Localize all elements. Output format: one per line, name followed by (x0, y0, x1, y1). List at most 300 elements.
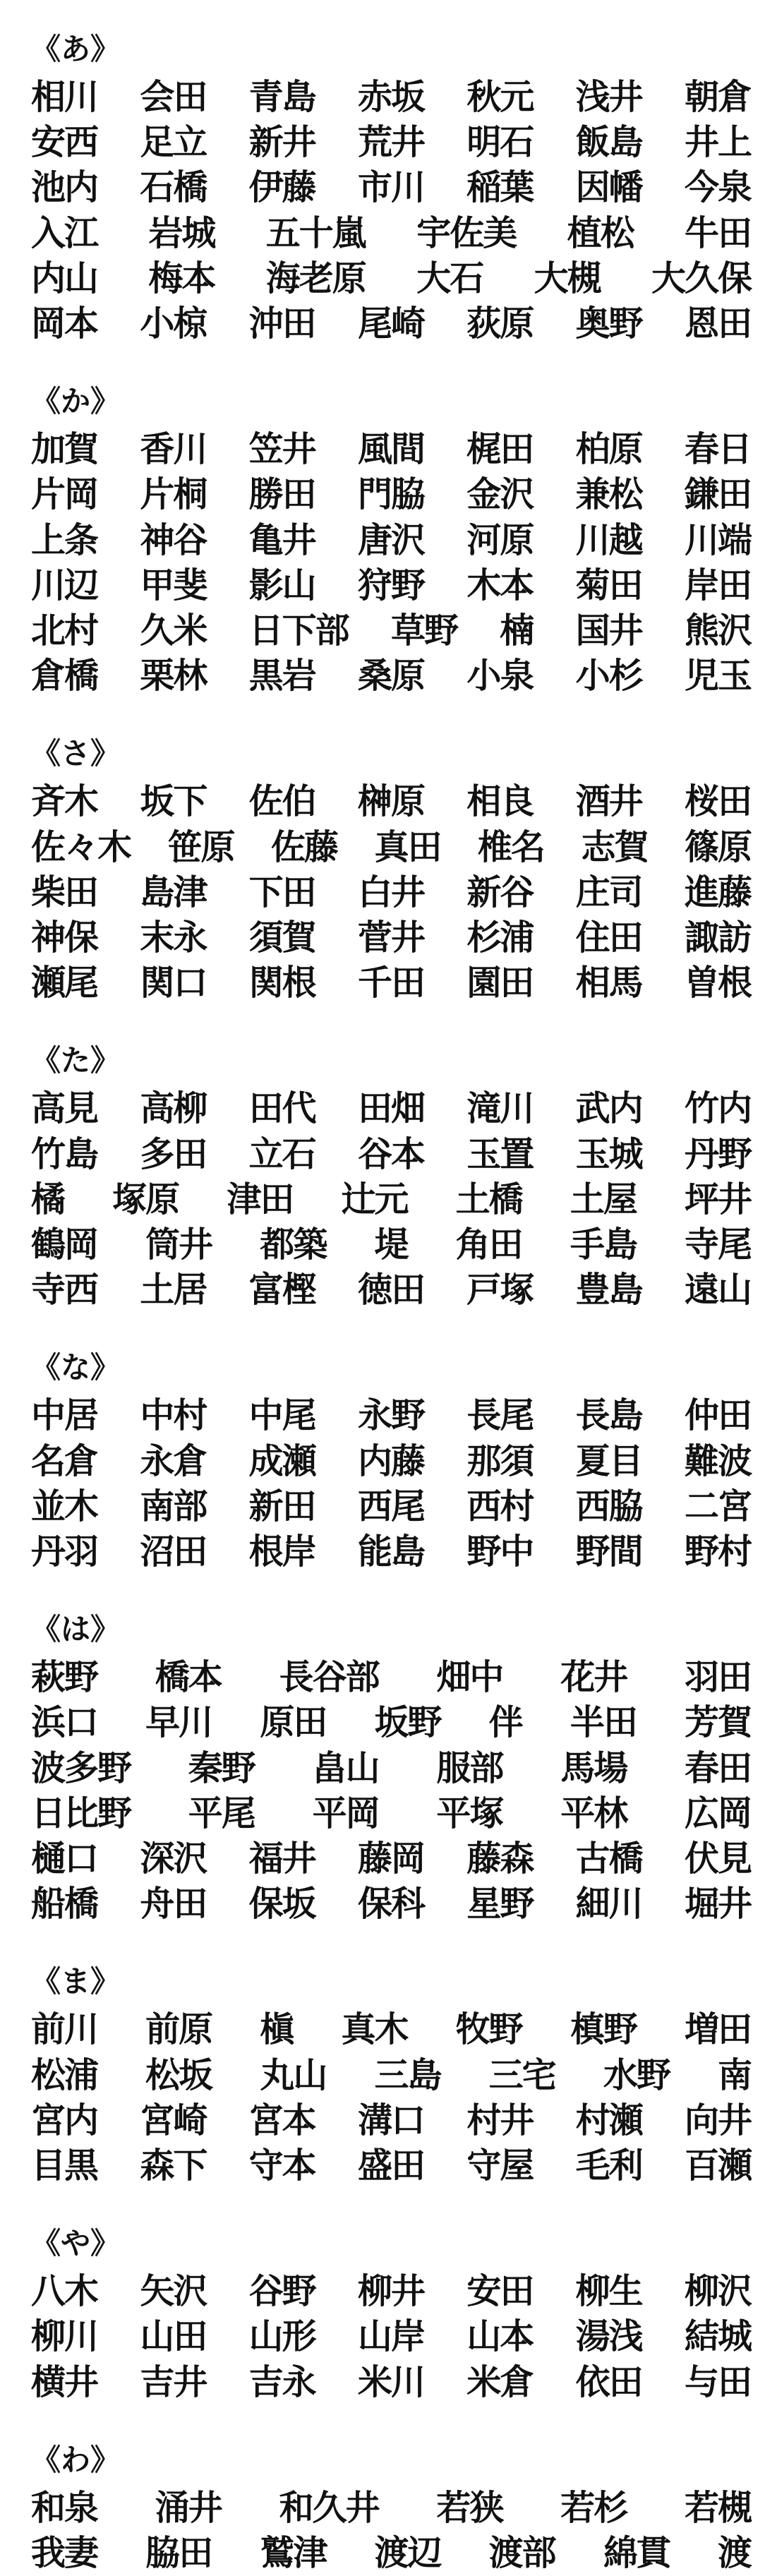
surname: 竹内 (684, 1088, 751, 1129)
surname: 足立 (140, 121, 207, 163)
surname: 福井 (248, 1838, 315, 1879)
surname: 南部 (140, 1485, 207, 1527)
surname: 伊藤 (248, 167, 315, 208)
surname: 内山 (31, 257, 98, 299)
surname: 安西 (31, 121, 98, 163)
surname: 奥野 (575, 303, 642, 344)
surname: 鎌田 (684, 474, 751, 515)
surname: 明石 (466, 121, 534, 163)
surname: 青島 (248, 76, 315, 117)
surname-row (31, 2142, 751, 2189)
surname: 結城 (684, 2316, 751, 2357)
surname: 若槻 (684, 2486, 751, 2528)
section-heading: 《や》 (31, 2226, 121, 2261)
surname: 並木 (31, 1485, 98, 1527)
surname-row (31, 869, 751, 915)
surname: 百瀬 (684, 2145, 751, 2186)
surname: 宮崎 (140, 2099, 207, 2141)
surname: 成瀬 (248, 1440, 315, 1481)
surname: 新谷 (466, 871, 534, 913)
surname: 伴 (488, 1702, 522, 1743)
surname: 谷野 (248, 2270, 315, 2312)
surname: 牛田 (684, 212, 751, 253)
surname-row (31, 1835, 751, 1882)
surname: 瀬尾 (31, 962, 98, 1004)
surname: 秋元 (466, 76, 534, 117)
surname: 植松 (567, 212, 634, 253)
surname: 湯浅 (575, 2316, 642, 2357)
surname: 大槻 (534, 257, 601, 299)
surname: 秦野 (188, 1747, 255, 1788)
surname-row (31, 73, 751, 120)
surname: 児玉 (684, 655, 751, 697)
surname: 荻原 (466, 303, 534, 344)
surname: 田畑 (357, 1088, 424, 1129)
surname: 宮本 (248, 2099, 315, 2141)
surname: 杉浦 (466, 917, 534, 958)
surname: 土屋 (570, 1178, 637, 1220)
surname-row (31, 914, 751, 961)
surname: 沼田 (140, 1531, 207, 1572)
surname: 熊沢 (684, 610, 751, 651)
surname: 北村 (31, 610, 98, 651)
surname: 萩野 (31, 1656, 98, 1698)
surname: 千田 (357, 962, 424, 1004)
surname: 門脇 (357, 474, 424, 515)
surname-row (31, 1699, 751, 1745)
surname: 鷲津 (260, 2532, 327, 2573)
surname: 曽根 (684, 962, 751, 1004)
surname: 八木 (31, 2270, 98, 2312)
surname-row (31, 2313, 751, 2359)
surname: 南 (717, 2054, 751, 2095)
surname: 新田 (248, 1485, 315, 1527)
surname: 守本 (248, 2145, 315, 2186)
surname: 野村 (684, 1531, 751, 1572)
surname: 細川 (575, 1883, 642, 1925)
surname: 佐藤 (270, 826, 337, 867)
surname: 堀井 (684, 1883, 751, 1925)
surname: 春田 (684, 1747, 751, 1788)
surname: 山岸 (357, 2316, 424, 2357)
surname: 立石 (248, 1133, 315, 1174)
section-heading: 《か》 (31, 384, 121, 419)
surname: 与田 (684, 2361, 751, 2402)
surname-row (31, 2052, 751, 2098)
surname: 島津 (140, 871, 207, 913)
section-heading: 《ま》 (31, 1964, 121, 1999)
surname: 田代 (248, 1088, 315, 1129)
surname: 五十嵐 (265, 212, 366, 253)
surname: 志賀 (581, 826, 648, 867)
surname: 脇田 (145, 2532, 212, 2573)
surname: 浅井 (575, 76, 642, 117)
surname: 畠山 (312, 1747, 379, 1788)
surname: 兼松 (575, 474, 642, 515)
surname: 吉井 (140, 2361, 207, 2402)
surname: 影山 (248, 564, 315, 606)
surname: 佐伯 (248, 781, 315, 822)
surname-row (31, 1221, 751, 1268)
surname: 和久井 (279, 2486, 379, 2528)
surname: 上条 (31, 519, 98, 560)
surname: 村瀬 (575, 2099, 642, 2141)
surname: 辻元 (341, 1178, 408, 1220)
surname: 海老原 (265, 257, 366, 299)
surname-row (31, 1266, 751, 1313)
surname-row (31, 164, 751, 210)
surname: 盛田 (357, 2145, 424, 2186)
surname: 吉永 (248, 2361, 315, 2402)
surname: 西尾 (357, 1485, 424, 1527)
surname-row (31, 824, 751, 870)
surname: 牧野 (455, 2009, 522, 2050)
surname: 因幡 (575, 167, 642, 208)
surname-row (31, 1880, 751, 1927)
surname: 二宮 (684, 1485, 751, 1527)
surname: 津田 (227, 1178, 294, 1220)
surname: 大久保 (651, 257, 751, 299)
surname: 永野 (357, 1395, 424, 1436)
surname: 菅井 (357, 917, 424, 958)
surname: 鶴岡 (31, 1224, 98, 1265)
surname: 日下部 (248, 610, 349, 651)
surname: 豊島 (575, 1269, 642, 1311)
surname: 中居 (31, 1395, 98, 1436)
surname-row (31, 255, 751, 301)
surname: 椎名 (477, 826, 544, 867)
surname: 羽田 (684, 1656, 751, 1698)
surname-row (31, 119, 751, 165)
surname: 河原 (466, 519, 534, 560)
surname: 平尾 (188, 1792, 255, 1834)
surname-row (31, 1790, 751, 1836)
surname: 矢沢 (140, 2270, 207, 2312)
surname: 溝口 (357, 2099, 424, 2141)
surname-row (31, 2268, 751, 2314)
surname: 堤 (374, 1224, 408, 1265)
surname: 片岡 (31, 474, 98, 515)
surname: 高柳 (140, 1088, 207, 1129)
surname-row (31, 2006, 751, 2052)
surname: 保坂 (248, 1883, 315, 1925)
surname: 桜田 (684, 781, 751, 822)
surname: 目黒 (31, 2145, 98, 2186)
surname: 藤森 (466, 1838, 534, 1879)
surname: 三宅 (488, 2054, 555, 2095)
surname: 桑原 (357, 655, 424, 697)
surname-row (31, 2529, 751, 2576)
surname: 早川 (145, 1702, 212, 1743)
surname: 難波 (684, 1440, 751, 1481)
surname: 玉城 (575, 1133, 642, 1174)
surname: 諏訪 (684, 917, 751, 958)
surname: 玉置 (466, 1133, 534, 1174)
surname: 坂野 (374, 1702, 441, 1743)
surname-row (31, 471, 751, 517)
surname: 武内 (575, 1088, 642, 1129)
surname: 谷本 (357, 1133, 424, 1174)
surname: 若狭 (436, 2486, 503, 2528)
surname-row (31, 1085, 751, 1131)
surname-row (31, 1176, 751, 1222)
surname: 広岡 (684, 1792, 751, 1834)
surname: 須賀 (248, 917, 315, 958)
surname: 向井 (684, 2099, 751, 2141)
surname: 古橋 (575, 1838, 642, 1879)
surname: 坂下 (140, 781, 207, 822)
surname: 那須 (466, 1440, 534, 1481)
surname: 荒井 (357, 121, 424, 163)
surname: 川辺 (31, 564, 98, 606)
surname: 恩田 (684, 303, 751, 344)
surname: 遠山 (684, 1269, 751, 1311)
surname: 小杉 (575, 655, 642, 697)
surname: 涌井 (155, 2486, 222, 2528)
surname: 安田 (466, 2270, 534, 2312)
surname-row (31, 2484, 751, 2531)
surname: 土居 (140, 1269, 207, 1311)
surname: 柳川 (31, 2316, 98, 2357)
section-heading: 《な》 (31, 1350, 121, 1385)
surname: 関口 (140, 962, 207, 1004)
surname: 若杉 (560, 2486, 627, 2528)
surname: 塚原 (112, 1178, 179, 1220)
surname: 佐々木 (31, 826, 131, 867)
surname: 我妻 (31, 2532, 98, 2573)
surname: 稲葉 (466, 167, 534, 208)
surname: 会田 (140, 76, 207, 117)
surname: 多田 (140, 1133, 207, 1174)
surname: 片桐 (140, 474, 207, 515)
surname: 黒岩 (248, 655, 315, 697)
surname-row (31, 959, 751, 1006)
surname-row (31, 300, 751, 347)
surname: 園田 (466, 962, 534, 1004)
surname: 飯島 (575, 121, 642, 163)
surname: 石橋 (140, 167, 207, 208)
surname: 川越 (575, 519, 642, 560)
surname: 岸田 (684, 564, 751, 606)
surname-row (31, 607, 751, 654)
surname: 竹島 (31, 1133, 98, 1174)
surname: 金沢 (466, 474, 534, 515)
surname: 槇 (260, 2009, 294, 2050)
surname: 榊原 (357, 781, 424, 822)
surname: 寺尾 (684, 1224, 751, 1265)
surname: 角田 (455, 1224, 522, 1265)
surname: 能島 (357, 1531, 424, 1572)
surname: 末永 (140, 917, 207, 958)
section-heading: 《さ》 (31, 736, 121, 771)
surname: 橘 (31, 1178, 65, 1220)
surname-row (31, 1392, 751, 1438)
surname: 小椋 (140, 303, 207, 344)
surname-row (31, 2359, 751, 2405)
surname: 深沢 (140, 1838, 207, 1879)
surname: 真木 (341, 2009, 408, 2050)
surname: 相川 (31, 76, 98, 117)
surname: 富樫 (248, 1269, 315, 1311)
section-heading: 《は》 (31, 1612, 121, 1647)
surname: 樋口 (31, 1838, 98, 1879)
surname-row (31, 210, 751, 256)
surname-row (31, 1438, 751, 1484)
surname: 山本 (466, 2316, 534, 2357)
surname: 伏見 (684, 1838, 751, 1879)
surname: 橋本 (155, 1656, 222, 1698)
surname: 水野 (603, 2054, 670, 2095)
surname: 中尾 (248, 1395, 315, 1436)
surname: 戸塚 (466, 1269, 534, 1311)
surname: 前原 (145, 2009, 212, 2050)
surname: 相良 (466, 781, 534, 822)
surname: 芳賀 (684, 1702, 751, 1743)
surname: 和泉 (31, 2486, 98, 2528)
surname: 高見 (31, 1088, 98, 1129)
surname: 岡本 (31, 303, 98, 344)
surname: 守屋 (466, 2145, 534, 2186)
surname: 都築 (260, 1224, 327, 1265)
surname: 柏原 (575, 428, 642, 470)
surname: 新井 (248, 121, 315, 163)
surname: 寺西 (31, 1269, 98, 1311)
surname: 柳沢 (684, 2270, 751, 2312)
surname-row (31, 2097, 751, 2143)
surname: 笹原 (167, 826, 234, 867)
surname: 三島 (374, 2054, 441, 2095)
surname: 星野 (466, 1883, 534, 1925)
surname: 白井 (357, 871, 424, 913)
surname: 尾崎 (357, 303, 424, 344)
surname: 神保 (31, 917, 98, 958)
surname: 梶田 (466, 428, 534, 470)
surname: 山田 (140, 2316, 207, 2357)
section-heading: 《あ》 (31, 32, 121, 66)
surname: 保科 (357, 1883, 424, 1925)
surname: 松坂 (145, 2054, 212, 2095)
surname: 沖田 (248, 303, 315, 344)
surname: 増田 (684, 2009, 751, 2050)
surname: 岩城 (148, 212, 215, 253)
surname-row (31, 1131, 751, 1177)
surname-row (31, 517, 751, 563)
surname: 平岡 (312, 1792, 379, 1834)
surname: 米倉 (466, 2361, 534, 2402)
surname: 柳井 (357, 2270, 424, 2312)
surname: 梅本 (148, 257, 215, 299)
surname: 宮内 (31, 2099, 98, 2141)
surname: 楠 (500, 610, 534, 651)
surname-row (31, 426, 751, 472)
surname: 柴田 (31, 871, 98, 913)
surname: 井上 (684, 121, 751, 163)
surname: 国井 (575, 610, 642, 651)
surname: 野中 (466, 1531, 534, 1572)
surname: 中村 (140, 1395, 207, 1436)
surname: 庄司 (575, 871, 642, 913)
surname: 下田 (248, 871, 315, 913)
surname: 長尾 (466, 1395, 534, 1436)
surname: 滝川 (466, 1088, 534, 1129)
section-heading: 《た》 (31, 1043, 121, 1078)
surname: 栗林 (140, 655, 207, 697)
surname: 馬場 (560, 1747, 627, 1788)
section-heading: 《わ》 (31, 2442, 121, 2477)
surname: 平塚 (436, 1792, 503, 1834)
surname: 相馬 (575, 962, 642, 1004)
surname: 綿貫 (603, 2532, 670, 2573)
surname-row (31, 1745, 751, 1791)
surname: 筒井 (145, 1224, 212, 1265)
surname: 今泉 (684, 167, 751, 208)
surname: 小泉 (466, 655, 534, 697)
surname: 関根 (248, 962, 315, 1004)
surname: 池内 (31, 167, 98, 208)
surname: 渡部 (488, 2532, 555, 2573)
surname: 丹野 (684, 1133, 751, 1174)
surname: 丹羽 (31, 1531, 98, 1572)
surname: 宇佐美 (416, 212, 517, 253)
surname: 丸山 (260, 2054, 327, 2095)
surname: 入江 (31, 212, 98, 253)
surname: 槙野 (570, 2009, 637, 2050)
surname: 勝田 (248, 474, 315, 515)
surname: 斉木 (31, 781, 98, 822)
surname: 仲田 (684, 1395, 751, 1436)
surname: 春日 (684, 428, 751, 470)
surname: 加賀 (31, 428, 98, 470)
surname: 土橋 (455, 1178, 522, 1220)
surname: 夏目 (575, 1440, 642, 1481)
surname: 手島 (570, 1224, 637, 1265)
surname-row (31, 562, 751, 608)
surname: 木本 (466, 564, 534, 606)
surname: 服部 (436, 1747, 503, 1788)
surname: 日比野 (31, 1792, 131, 1834)
surname: 柳生 (575, 2270, 642, 2312)
surname: 畑中 (436, 1656, 503, 1698)
surname: 渡辺 (374, 2532, 441, 2573)
surname-row (31, 652, 751, 699)
surname: 唐沢 (357, 519, 424, 560)
surname: 風間 (357, 428, 424, 470)
surname: 名倉 (31, 1440, 98, 1481)
surname: 香川 (140, 428, 207, 470)
surname: 平林 (560, 1792, 627, 1834)
surname: 朝倉 (684, 76, 751, 117)
surname: 松浦 (31, 2054, 98, 2095)
surname: 市川 (357, 167, 424, 208)
surname-row (31, 778, 751, 824)
surname: 村井 (466, 2099, 534, 2141)
surname: 波多野 (31, 1747, 131, 1788)
surname: 森下 (140, 2145, 207, 2186)
surname: 笠井 (248, 428, 315, 470)
surname: 坪井 (684, 1178, 751, 1220)
surname: 長谷部 (279, 1656, 379, 1698)
surname: 久米 (140, 610, 207, 651)
surname-row (31, 1528, 751, 1575)
surname: 川端 (684, 519, 751, 560)
surname: 米川 (357, 2361, 424, 2402)
surname: 篠原 (684, 826, 751, 867)
surname: 草野 (390, 610, 457, 651)
surname: 長島 (575, 1395, 642, 1436)
surname: 徳田 (357, 1269, 424, 1311)
surname: 原田 (260, 1702, 327, 1743)
surname: 永倉 (140, 1440, 207, 1481)
